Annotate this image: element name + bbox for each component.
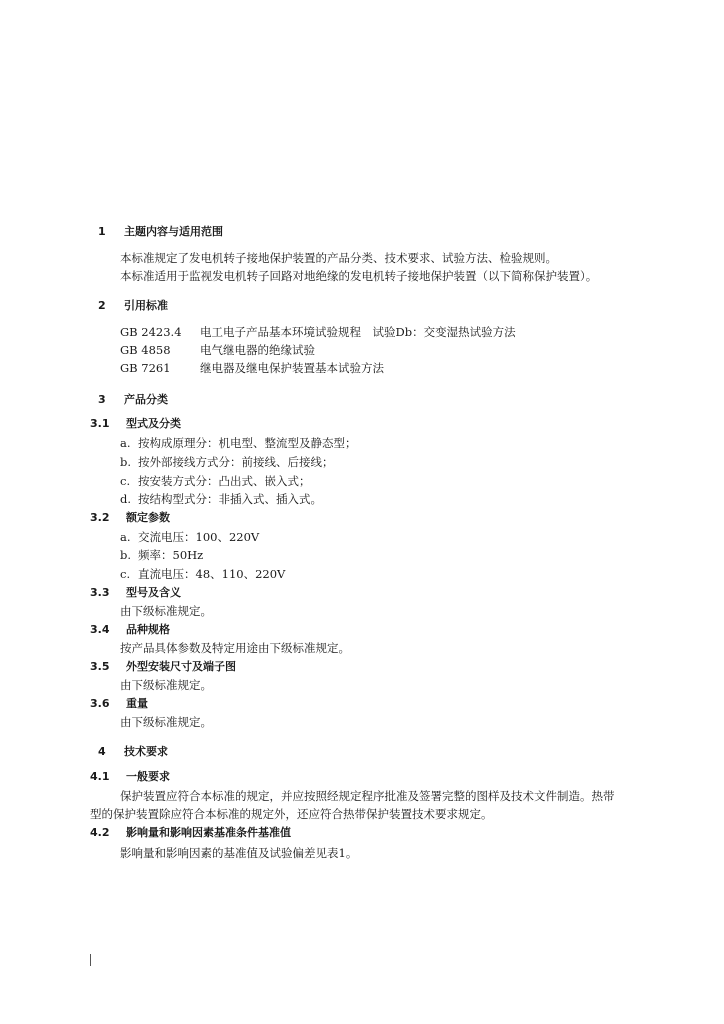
list-item	[120, 547, 203, 563]
subsection-number: 3.1	[90, 417, 110, 430]
subsection-title: 影响量和影响因素基准条件基准值	[126, 826, 291, 839]
subsection-number: 3.3	[90, 586, 110, 599]
paragraph: 按产品具体参数及特定用途由下级标准规定。	[120, 641, 350, 655]
section-3-heading	[98, 392, 168, 408]
list-item	[120, 491, 322, 507]
reference-code: GB 4858	[120, 343, 171, 357]
subsection-title: 额定参数	[126, 511, 170, 524]
subsection-title: 一般要求	[126, 770, 170, 783]
section-4-heading	[98, 744, 168, 760]
list-marker: b.	[120, 548, 132, 562]
section-2-heading	[98, 298, 168, 314]
section-title: 产品分类	[124, 393, 168, 406]
section-title: 引用标准	[124, 299, 168, 312]
list-item	[120, 435, 357, 451]
paragraph: 本标准适用于监视发电机转子回路对地绝缘的发电机转子接地保护装置（以下简称保护装置）。	[120, 269, 598, 283]
subsection-title: 外型安装尺寸及端子图	[126, 660, 236, 673]
list-item	[120, 529, 259, 545]
paragraph: 由下级标准规定。	[120, 678, 212, 692]
list-text: 按安装方式分：凸出式、嵌入式；	[138, 474, 311, 488]
subsection-3-6-heading	[90, 696, 148, 712]
subsection-3-1-heading	[90, 416, 181, 432]
paragraph: 本标准规定了发电机转子接地保护装置的产品分类、技术要求、试验方法、检验规则。	[120, 251, 557, 265]
section-title: 技术要求	[124, 745, 168, 758]
reference-title: 电气继电器的绝缘试验	[200, 343, 315, 357]
subsection-number: 4.2	[90, 826, 110, 839]
section-number: 4	[98, 745, 106, 758]
subsection-title: 重量	[126, 697, 148, 710]
list-text: 直流电压：48、110、220V	[138, 567, 286, 581]
section-number: 3	[98, 393, 106, 406]
reference-item	[120, 360, 384, 376]
subsection-3-3-heading	[90, 585, 181, 601]
reference-title: 继电器及继电保护装置基本试验方法	[200, 361, 384, 375]
reference-title: 电工电子产品基本环境试验规程 试验Db：交变湿热试验方法	[200, 325, 516, 339]
list-marker: a.	[120, 530, 131, 544]
paragraph: 影响量和影响因素的基准值及试验偏差见表1。	[120, 846, 358, 860]
subsection-number: 3.4	[90, 623, 110, 636]
subsection-title: 型式及分类	[126, 417, 181, 430]
list-marker: c.	[120, 567, 131, 581]
list-text: 按构成原理分：机电型、整流型及静态型；	[138, 436, 357, 450]
list-text: 频率：50Hz	[138, 548, 204, 562]
paragraph: 由下级标准规定。	[120, 715, 212, 729]
subsection-3-2-heading	[90, 510, 170, 526]
subsection-4-1-heading	[90, 769, 170, 785]
margin-mark	[90, 954, 91, 966]
subsection-3-4-heading	[90, 622, 170, 638]
section-number: 2	[98, 299, 106, 312]
list-text: 按外部接线方式分：前接线、后接线；	[138, 455, 334, 469]
subsection-number: 4.1	[90, 770, 110, 783]
section-title: 主题内容与适用范围	[124, 225, 223, 238]
paragraph: 由下级标准规定。	[120, 604, 212, 618]
subsection-number: 3.6	[90, 697, 110, 710]
subsection-4-2-heading	[90, 825, 291, 841]
list-item	[120, 473, 311, 489]
section-1-heading	[98, 224, 223, 240]
list-marker: c.	[120, 474, 131, 488]
subsection-title: 品种规格	[126, 623, 170, 636]
list-marker: a.	[120, 436, 131, 450]
subsection-number: 3.5	[90, 660, 110, 673]
subsection-3-5-heading	[90, 659, 236, 675]
subsection-title: 型号及含义	[126, 586, 181, 599]
subsection-number: 3.2	[90, 511, 110, 524]
paragraph-continuation: 型的保护装置除应符合本标准的规定外，还应符合热带保护装置技术要求规定。	[90, 807, 493, 821]
reference-code: GB 2423.4	[120, 325, 182, 339]
section-number: 1	[98, 225, 106, 238]
paragraph: 保护装置应符合本标准的规定，并应按照经规定程序批准及签署完整的图样及技术文件制造。热带	[120, 789, 615, 803]
list-text: 交流电压：100、220V	[138, 530, 260, 544]
reference-code: GB 7261	[120, 361, 171, 375]
list-item	[120, 566, 285, 582]
list-marker: d.	[120, 492, 132, 506]
reference-item	[120, 324, 516, 340]
list-item	[120, 454, 334, 470]
reference-item	[120, 342, 315, 358]
list-marker: b.	[120, 455, 132, 469]
list-text: 按结构型式分：非插入式、插入式。	[138, 492, 322, 506]
